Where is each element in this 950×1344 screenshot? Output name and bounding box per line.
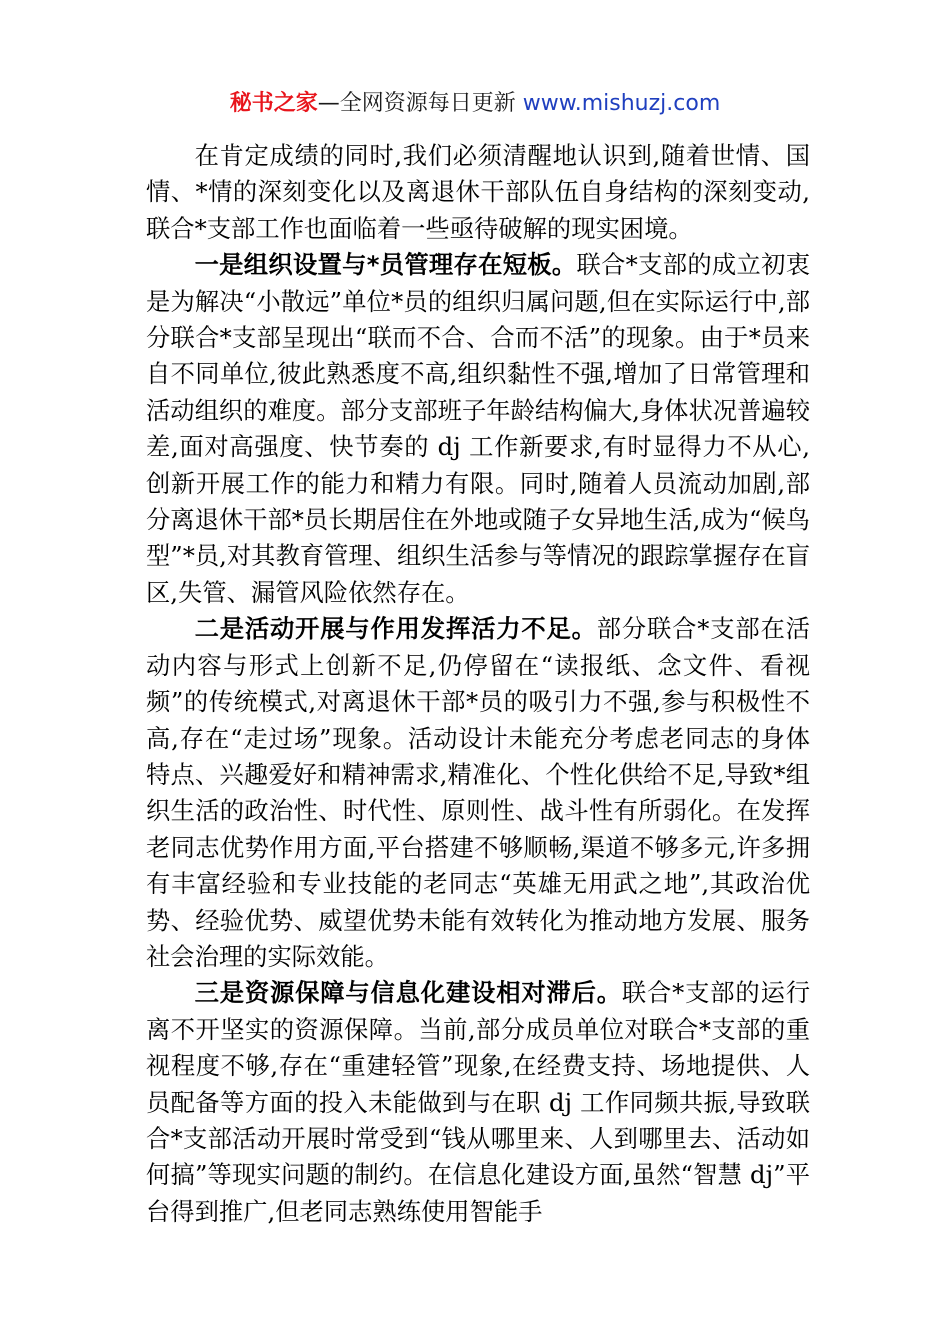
document-body <box>146 138 810 1230</box>
site-header <box>0 86 950 122</box>
paragraph-point-one <box>146 247 810 611</box>
paragraph-lead: 二是活动开展与作用发挥活力不足。 <box>194 614 597 644</box>
paragraph-text: 在肯定成绩的同时,我们必须清醒地认识到,随着世情、国情、*情的深刻变化以及离退休干部队伍自身结构的深刻变动,联合*支部工作也面临着一些亟待破解的现实困境。 <box>146 141 810 243</box>
paragraph-point-two <box>146 611 810 975</box>
site-slogan: 全网资源每日更新 <box>339 91 523 116</box>
paragraph-point-three <box>146 975 810 1230</box>
site-brand: 秘书之家 <box>229 91 318 116</box>
paragraph-text: 联合*支部的运行离不开坚实的资源保障。当前,部分成员单位对联合*支部的重视程度不够,存在“重建轻管”现象,在经费支持、场地提供、人员配备等方面的投入未能做到与在职 dj 工作同频共振,导致联合*支部活动开展时常受到“钱从哪里来、人到哪里去、活动如何搞”等现实问题的制约。在信息化建设方面,虽然“智慧 dj”平台得到推广,但老同志熟练使用智能手 <box>146 978 811 1226</box>
paragraph-intro <box>146 138 810 247</box>
paragraph-lead: 三是资源保障与信息化建设相对滞后。 <box>194 978 622 1008</box>
paragraph-lead: 一是组织设置与*员管理存在短板。 <box>194 250 577 280</box>
header-dash: — <box>317 91 340 116</box>
paragraph-text: 部分联合*支部在活动内容与形式上创新不足,仍停留在“读报纸、念文件、看视频”的传统模式,对离退休干部*员的吸引力不强,参与积极性不高,存在“走过场”现象。活动设计未能充分考虑老同志的身体特点、兴趣爱好和精神需求,精准化、个性化供给不足,导致*组织生活的政治性、时代性、原则性、战斗性有所弱化。在发挥老同志优势作用方面,平台搭建不够顺畅,渠道不够多元,许多拥有丰富经验和专业技能的老同志“英雄无用武之地”,其政治优势、经验优势、威望优势未能有效转化为推动地方发展、服务社会治理的实际效能。 <box>146 614 810 971</box>
site-url[interactable]: www.mishuzj.com <box>522 91 721 116</box>
paragraph-text: 联合*支部的成立初衷是为解决“小散远”单位*员的组织归属问题,但在实际运行中,部分联合*支部呈现出“联而不合、合而不活”的现象。由于*员来自不同单位,彼此熟悉度不高,组织黏性不强,增加了日常管理和活动组织的难度。部分支部班子年龄结构偏大,身体状况普遍较差,面对高强度、快节奏的 dj 工作新要求,有时显得力不从心,创新开展工作的能力和精力有限。同时,随着人员流动加剧,部分离退休干部*员长期居住在外地或随子女异地生活,成为“候鸟型”*员,对其教育管理、组织生活参与等情况的跟踪掌握存在盲区,失管、漏管风险依然存在。 <box>146 250 811 607</box>
